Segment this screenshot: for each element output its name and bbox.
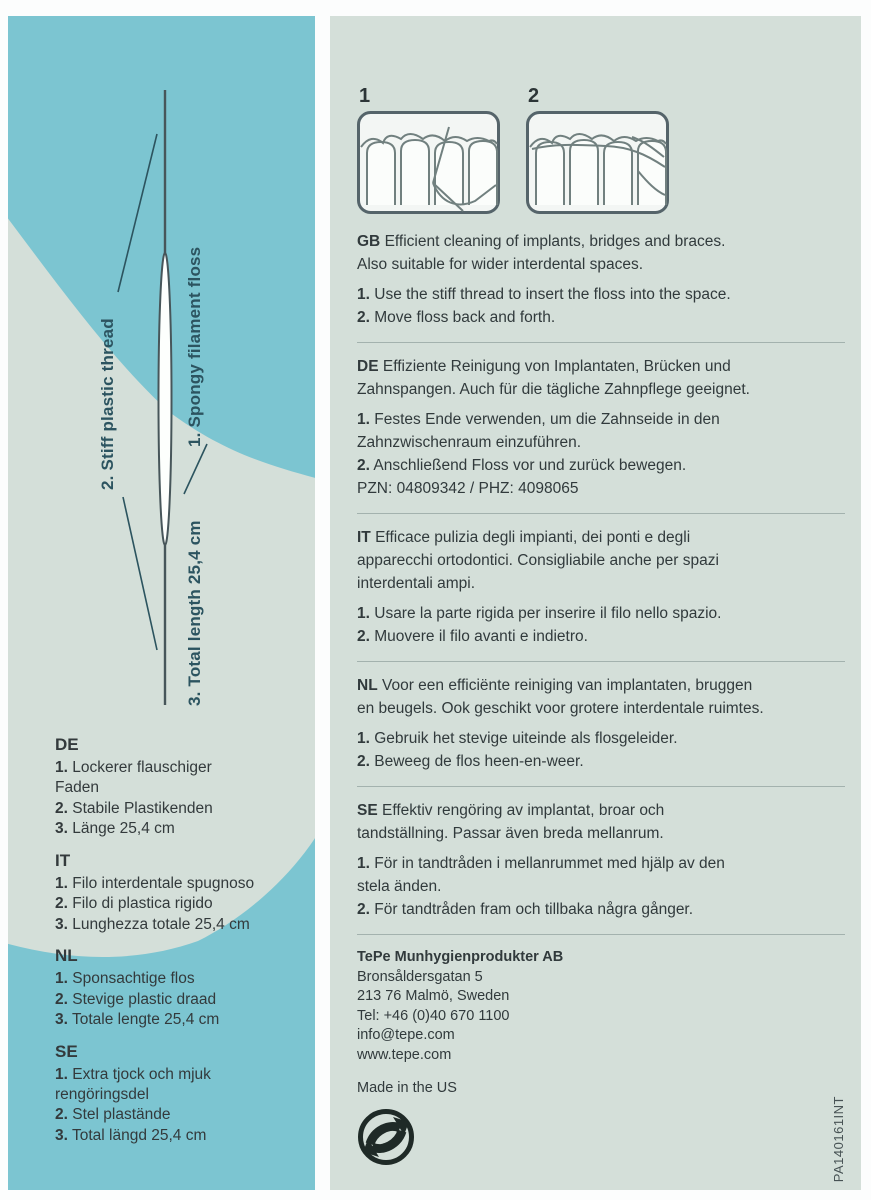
left-panel [8,16,315,1190]
language-section [357,224,845,343]
section-intro-text: Effiziente Reinigung von Implantaten, Brücken und Zahnspangen. Auch für die tägliche Zahnpflege geeignet. [357,358,750,398]
instruction-step: 1. Use the stiff thread to insert the floss into the space. [357,286,731,303]
language-code: IT [55,850,71,870]
section-intro-text: Efficace pulizia degli impianti, dei ponti e degli apparecchi ortodontici. Consigliabile anche per spazi interdentali ampi. [357,529,719,592]
figure-number: 1 [359,85,371,107]
language-code: DE [55,735,79,754]
instruction-step: 2. Beweeg de flos heen-en-weer. [357,753,584,770]
right-panel [330,16,861,1190]
list-item: 2. Filo di plastica rigido [55,895,213,913]
instruction-step: 2. Muovere il filo avanti e indietro. [357,628,588,645]
pzn-note: PZN: 04809342 / PHZ: 4098065 [357,480,579,497]
made-in-label: Made in the US [357,1080,457,1096]
list-item: 3. Total längd 25,4 cm [55,1126,207,1144]
section-intro-text: Voor een efficiënte reiniging van implantaten, bruggen en beugels. Ook geschikt voor grotere interdentale ruimtes. [357,677,764,717]
figure-label-total-length: 3. Total length 25,4 cm [185,520,204,706]
teeth-illustration-insert-floss [357,111,500,214]
section-intro-text: Efficient cleaning of implants, bridges and braces. Also suitable for wider interdental spaces. [357,233,726,273]
language-list [55,735,254,840]
section-steps [357,727,845,773]
instruction-figures [357,85,861,214]
green-dot-recycling-icon [357,1108,415,1166]
list-item: 1. Sponsachtige flos [55,970,195,988]
left-language-lists [55,735,254,1146]
figure-label-spongy-floss: 1. Spongy filament floss [185,246,204,447]
address-line: www.tepe.com [357,1046,452,1063]
list-item: 3. Länge 25,4 cm [55,820,175,838]
company-address [357,968,834,1066]
instruction-step: 2. För tandtråden fram och tillbaka några gånger. [357,901,694,918]
language-code: SE [55,1041,78,1061]
section-intro [357,230,845,276]
list-item: 1. Filo interdentale spugnoso [55,874,255,892]
language-sections [357,224,845,935]
section-steps [357,283,845,329]
list-item: 2. Stabile Plastikenden [55,799,213,817]
section-steps [357,602,845,648]
article-number: PA140161INT [831,1095,846,1182]
language-section [357,514,845,662]
language-section [357,343,845,514]
section-intro [357,355,845,401]
language-code: GB [357,233,381,250]
figure-1 [357,85,500,214]
language-list [55,946,254,1030]
language-section [357,787,845,935]
address-line: Tel: +46 (0)40 670 1100 [357,1007,510,1024]
list-item: 1. Lockerer flauschiger Faden [55,759,212,797]
instruction-step: 2. Anschließend Floss vor und zurück bewegen. [357,457,687,474]
section-intro [357,799,845,845]
company-name: TePe Munhygienprodukter AB [357,949,564,965]
company-info [357,948,834,1065]
spongy-floss-oval [159,253,172,545]
callout-line-spongy [184,444,207,494]
section-intro [357,526,845,595]
list-item: 2. Stevige plastic draad [55,990,217,1008]
callout-line-stiff-bottom [123,497,157,650]
figure-label-stiff-thread: 2. Stiff plastic thread [98,318,117,490]
list-item: 3. Lunghezza totale 25,4 cm [55,915,250,933]
language-code: NL [357,677,378,694]
figure-2 [526,85,669,214]
list-item: 1. Extra tjock och mjuk rengöringsdel [55,1065,211,1103]
callout-line-stiff-top [118,134,157,292]
address-line: Bronsåldersgatan 5 [357,968,483,985]
section-steps [357,408,845,500]
language-code: SE [357,802,378,819]
instruction-step: 1. Gebruik het stevige uiteinde als flosgeleider. [357,730,678,747]
teeth-illustration-move-floss [526,111,669,214]
language-section [357,662,845,787]
language-list [55,1042,254,1147]
instruction-step: 1. Festes Ende verwenden, um die Zahnseide in den Zahnzwischenraum einzuführen. [357,411,720,451]
section-intro [357,674,845,720]
address-line: 213 76 Malmö, Sweden [357,988,510,1004]
address-line: info@tepe.com [357,1027,455,1043]
list-item: 3. Totale lengte 25,4 cm [55,1011,220,1029]
list-item: 2. Stel plastände [55,1106,171,1124]
section-intro-text: Effektiv rengöring av implantat, broar och tandställning. Passar även breda mellanrum. [357,802,665,842]
language-code: IT [357,529,371,546]
instruction-step: 1. För in tandtråden i mellanrummet med hjälp av den stela änden. [357,855,725,895]
instruction-step: 2. Move floss back and forth. [357,309,556,326]
section-steps [357,852,845,921]
figure-number: 2 [528,85,540,107]
instruction-step: 1. Usare la parte rigida per inserire il filo nello spazio. [357,605,722,622]
language-code: DE [357,358,379,375]
language-list [55,851,254,935]
language-code: NL [55,946,78,966]
